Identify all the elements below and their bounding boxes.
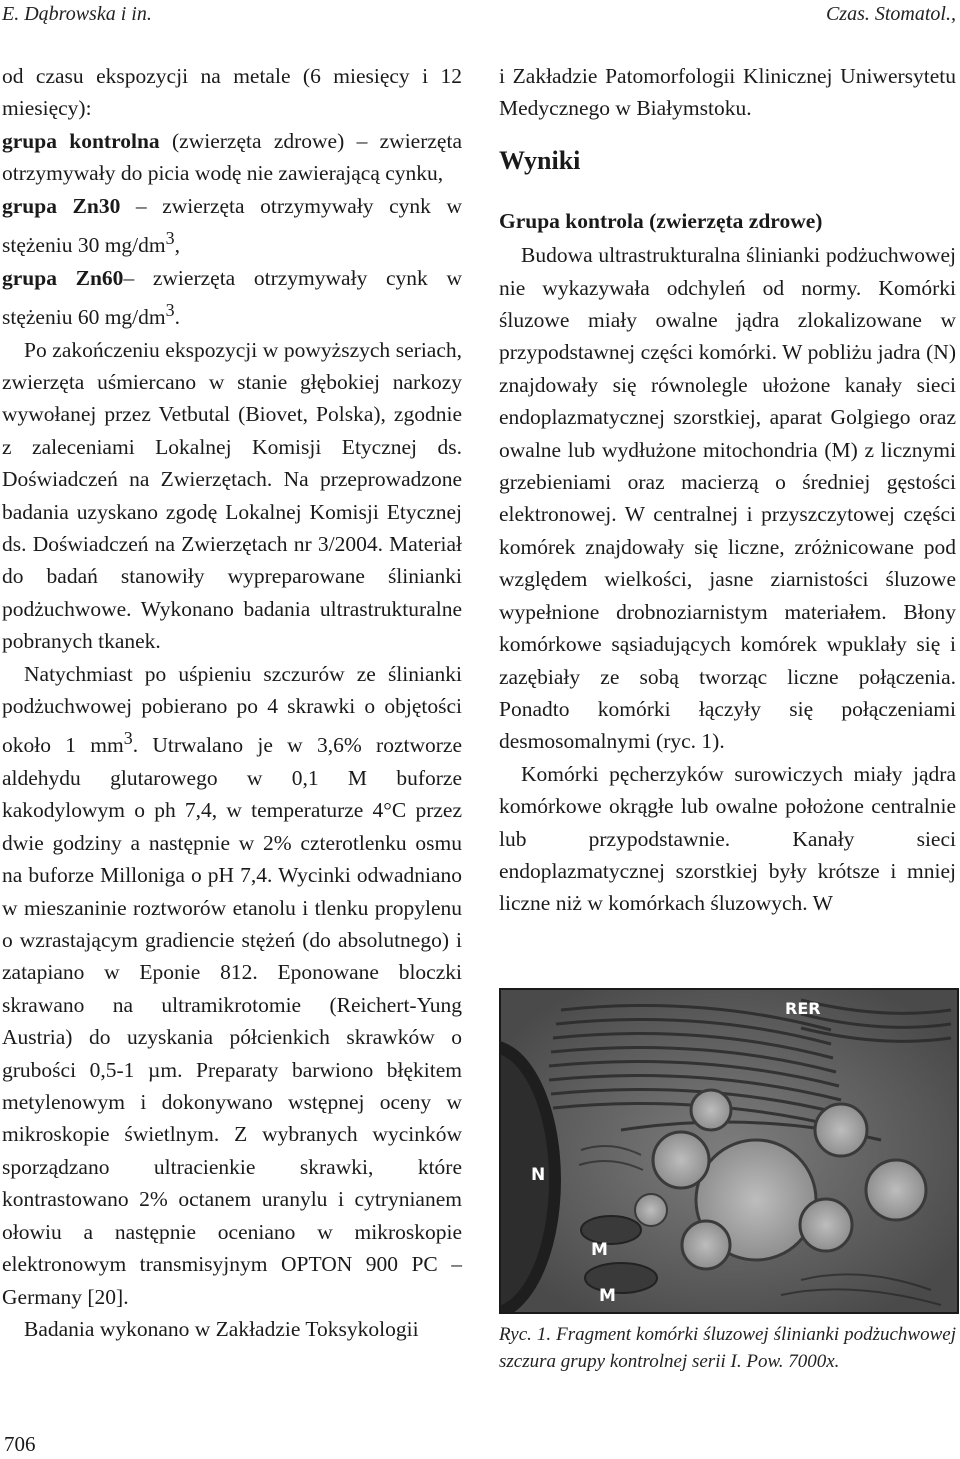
mucous-granule <box>800 1199 852 1251</box>
right-column <box>499 60 956 920</box>
group-control-text: (zwierzęta zdrowe) – zwierzęta otrzymywały do picia wodę nie zawierającą cynku, <box>2 128 462 186</box>
group-zn60-label: grupa Zn60 <box>2 265 124 290</box>
mitochondrion <box>581 1216 641 1244</box>
group-zn30-superscript: 3 <box>165 228 175 249</box>
group-zn30-label: grupa Zn30 <box>2 193 121 218</box>
figure-label-mitochondrion-1: M <box>591 1240 608 1260</box>
group-zn30-entry <box>2 190 462 262</box>
paragraph-methods-part1: Natychmiast po uśpieniu szczurów ze ślinianki podżuchwowej pobierano po 4 skrawki o objętości około 1 mm <box>2 661 462 758</box>
paragraph-methods <box>2 658 462 1313</box>
paragraph-exposure-intro: od czasu ekspozycji na metale (6 miesięcy i 12 miesięcy): <box>2 64 462 121</box>
group-zn60-end: . <box>174 305 180 330</box>
group-control-label: grupa kontrolna <box>2 128 160 153</box>
mucous-granule <box>691 1090 731 1130</box>
left-column <box>2 60 462 1345</box>
figure-micrograph <box>499 988 959 1314</box>
mitochondrion <box>585 1263 657 1293</box>
mucous-granule <box>653 1132 709 1188</box>
group-zn60-text: – zwierzęta otrzymywały cynk w stężeniu 60 mg/dm <box>2 265 462 330</box>
page-number: 706 <box>4 1432 36 1456</box>
mucous-granule <box>866 1160 926 1220</box>
group-zn60-superscript: 3 <box>165 300 175 320</box>
running-header-journal: Czas. Stomatol., <box>825 3 956 25</box>
figure-label-mitochondrion-2: M <box>599 1286 616 1306</box>
paragraph-methods-part2: . Utrwalano je w 3,6% roztworze aldehydu glutarowego w 0,1 M buforze kakodylowym o ph 7,4, w temperaturze 4°C przez dwie godziny a następnie w 2% czterotlenku osmu na buforze Milloniga o pH 7,4. Wycinki odwadniano w mieszaninie roztworów etanolu i tlenku propylenu o wzrastającym gradiencie stężeń (do absolutnego) i zatapiano w Eponie 812. Eponowane bloczki skrawano na ultramikrotomie (Reichert-Yung Austria) do uzyskania półcienkich skrawków o grubości 0,5-1 µm. Preparaty barwiono błękitem metylenowym i dokonywano wstępnej oceny w mikroskopie świetlnym. Z wybranych wycinków sporządzano ultracienkie skrawki, które kontrastowano 2% octanem uranylu i cytrynianem ołowiu a następnie oceniano w mikroskopie elektronowym transmisyjnym OPTON 900 PC – Germany [20]. <box>2 733 462 1309</box>
group-zn60-entry <box>2 262 462 334</box>
section-heading-results: Wyniki <box>499 145 581 175</box>
paragraph-control-results: Budowa ultrastrukturalna ślinianki podżuchwowej nie wykazywała odchyleń od normy. Komórki śluzowe miały owalne jądra zlokalizowane w przypodstawnej części komórki. W pobliżu jadra (N) znajdowały się równolegle ułożone kanały sieci endoplazmatycznej szorstkiej, aparat Golgiego oraz owalne lub wydłużone mitochondria (M) z licznymi grzebieniami oraz macierzą o średniej gęstości elektronowej. W centralnej i przyszczytowej części komórek znajdowały się liczne, zróżnicowane pod względem wielkości, jasne ziarnistości śluzowe wypełnione drobnoziarnistym materiałem. Błony komórkowe sąsiadujących komórek wpuklały się i zazębiały ze sobą tworząc liczne połączenia. Ponadto komórki łączyły się połączeniami desmosomalnymi (ryc. 1). <box>499 243 956 754</box>
mucous-granule <box>815 1104 867 1156</box>
micrograph-illustration <box>501 990 957 1312</box>
mucous-granule <box>682 1221 730 1269</box>
paragraph-methods-superscript: 3 <box>123 728 133 749</box>
paragraph-euthanasia: Po zakończeniu ekspozycji w powyższych seriach, zwierzęta uśmiercano w stanie głębokiej narkozy wywołanej przez Vetbutal (Biovet, Polska), zgodnie z zaleceniami Lokalnej Komisji Etycznej ds. Doświadczeń na Zwierzętach. Na przeprowadzone badania uzyskano zgodę Lokalnej Komisji Etycznej ds. Doświadczeń na Zwierzętach nr 3/2004. Materiał do badań stanowiły wypreparowane ślinianki podżuchwowe. Wykonano badania ultrastrukturalne pobranych tkanek. <box>2 337 462 654</box>
figure-label-rer: RER <box>785 999 821 1018</box>
figure-label-nucleus: N <box>531 1165 546 1185</box>
paragraph-serous-cells: Komórki pęcherzyków surowiczych miały jądra komórkowe okrągłe lub owalne położone centralnie lub przypodstawnie. Kanały sieci endoplazmatycznej szorstkiej były krótsze i mniej liczne niż w komórkach śluzowych. W <box>499 761 956 916</box>
paragraph-affiliation: i Zakładzie Patomorfologii Klinicznej Uniwersytetu Medycznego w Białymstoku. <box>499 64 956 121</box>
group-control-entry <box>2 125 462 190</box>
subsection-heading-control: Grupa kontrola (zwierzęta zdrowe) <box>499 208 823 233</box>
mucous-granule <box>635 1194 667 1226</box>
group-zn30-text: – zwierzęta otrzymywały cynk w stężeniu 30 mg/dm <box>2 193 462 258</box>
running-header-authors: E. Dąbrowska i in. <box>2 3 152 25</box>
figure-caption: Ryc. 1. Fragment komórki śluzowej ślinianki podżuchwowej szczura grupy kontrolnej serii I. Pow. 7000x. <box>499 1324 956 1372</box>
group-zn30-end: , <box>174 233 180 258</box>
paragraph-lab: Badania wykonano w Zakładzie Toksykologii <box>24 1316 419 1341</box>
